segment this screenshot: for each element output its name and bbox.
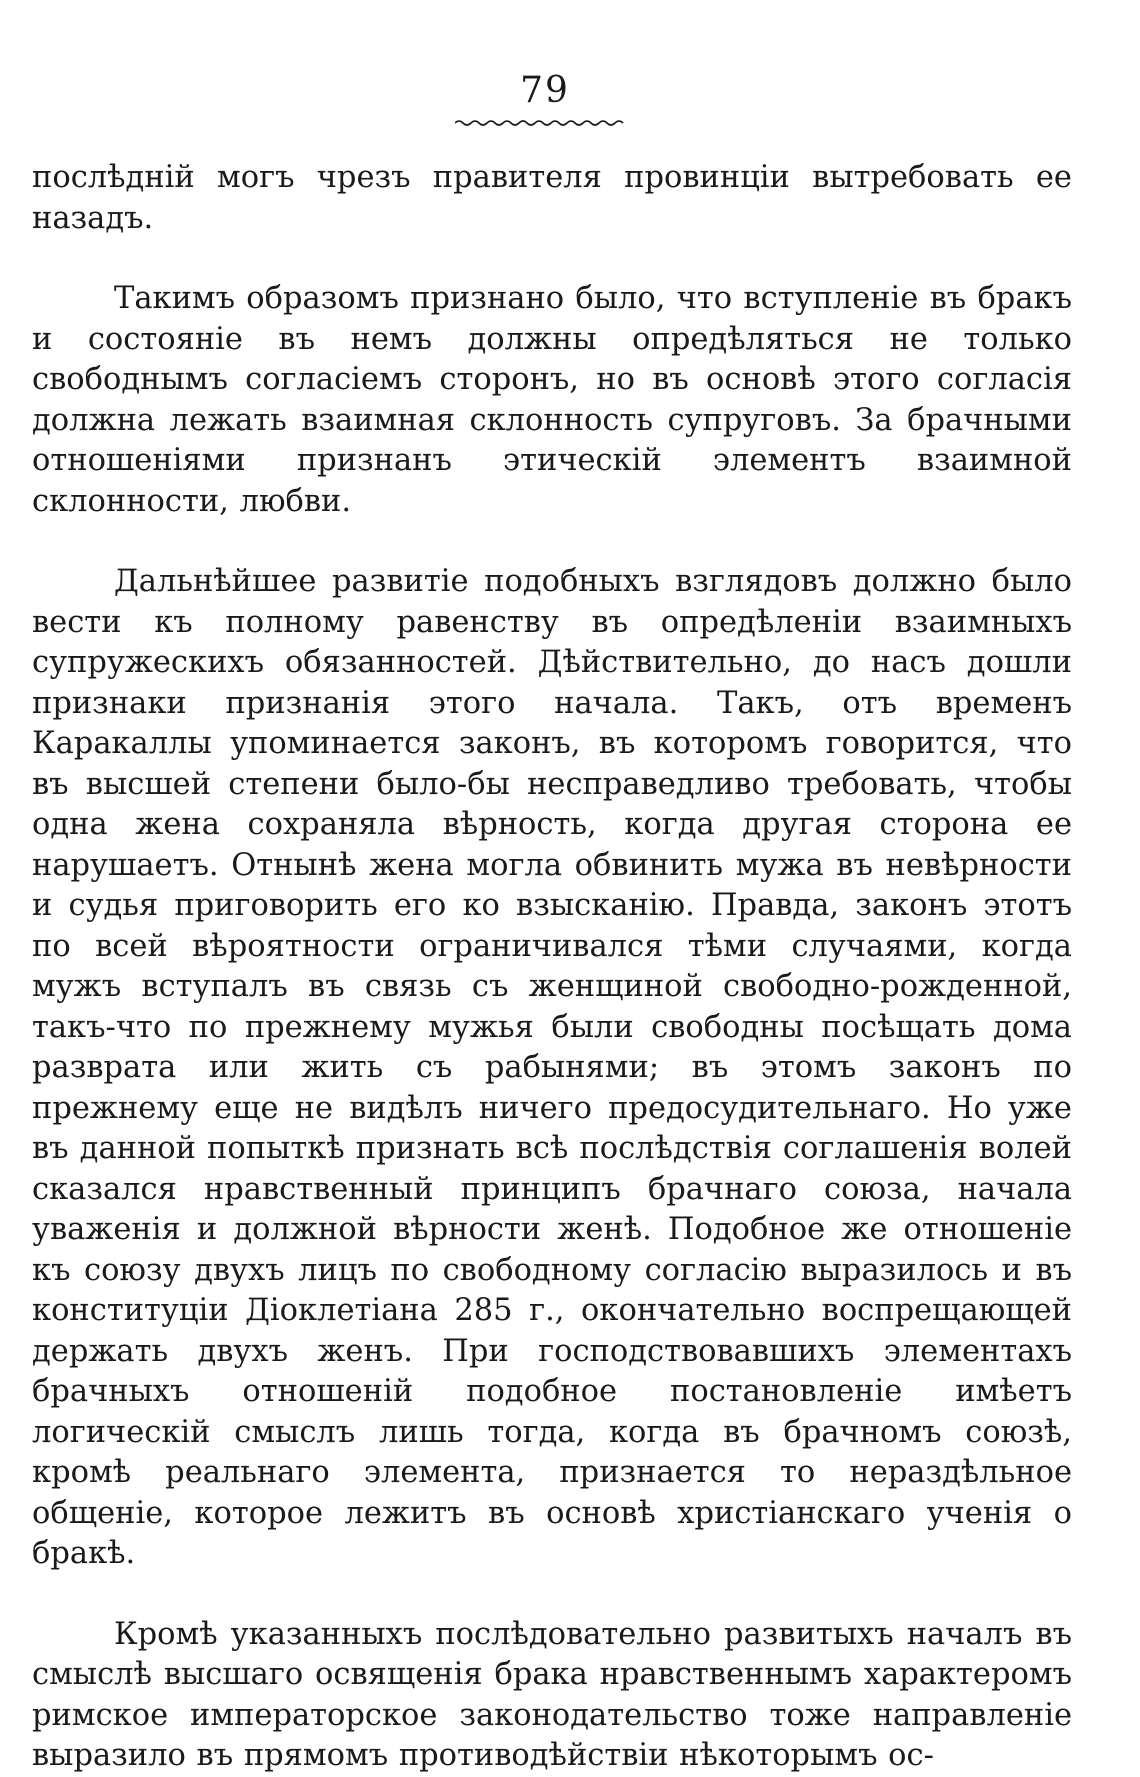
paragraph-3: Дальнѣйшее развитіе подобныхъ взглядовъ должно было вести къ полному равенству въ опредѣленіи взаимныхъ супружескихъ обязанностей. Дѣйствительно, до насъ дошли признаки признанія этого начала. Такъ, отъ временъ Каракаллы упоминается законъ, въ которомъ говорится, что въ высшей степени было-бы несправедливо требовать, чтобы одна жена сохраняла вѣрность, когда другая сторона ее нарушаетъ. Отнынѣ жена могла обвинить мужа въ невѣрности и судья приговорить его ко взысканію. Правда, законъ этотъ по всей вѣроятности ограничивался тѣми случаями, когда мужъ вступалъ въ связь съ женщиной свободно-рожденной, такъ-что по прежнему мужья были свободны посѣщать дома разврата или жить съ рабынями; въ этомъ законъ по прежнему еще не видѣлъ ничего предосудительнаго. Но уже въ данной попыткѣ признать всѣ послѣдствія соглашенія волей сказался нравственный принципъ брачнаго союза, начала уваженія и должной вѣрности женѣ. Подобное же отношеніе къ союзу двухъ лицъ по свободному согласію выразилось и въ конституціи Діоклетіана 285 г., окончательно воспрещающей держать двухъ женъ. При господствовавшихъ элементахъ брачныхъ отношеній подобное постановленіе имѣетъ логическій смыслъ лишь тогда, когда въ брачномъ союзѣ, кромѣ реальнаго элемента, признается то нераздѣльное общеніе, которое лежитъ въ основѣ христіанскаго ученія о бракѣ. — [32, 564, 1072, 1571]
page-number: 79 — [520, 70, 570, 111]
body-text — [32, 158, 1072, 1777]
paragraph-1: послѣдній могъ чрезъ правителя провинціи вытребовать ее назадъ. — [32, 160, 1072, 236]
paragraph-2: Такимъ образомъ признано было, что вступленіе въ бракъ и состояніе въ немъ должны опредѣляться не только свободнымъ согласіемъ сторонъ, но въ основѣ этого согласія должна лежать взаимная склонность супруговъ. За брачными отношеніями признанъ этическій элементъ взаимной склонности, любви. — [32, 281, 1072, 519]
paragraph-4: Кромѣ указанныхъ послѣдовательно развитыхъ началъ въ смыслѣ высшаго освященія брака нравственнымъ характеромъ римское императорское законодательство тоже направленіе выразило въ прямомъ противодѣйствіи нѣкоторымъ ос- — [32, 1616, 1072, 1773]
decorative-wavy-rule — [455, 118, 625, 128]
